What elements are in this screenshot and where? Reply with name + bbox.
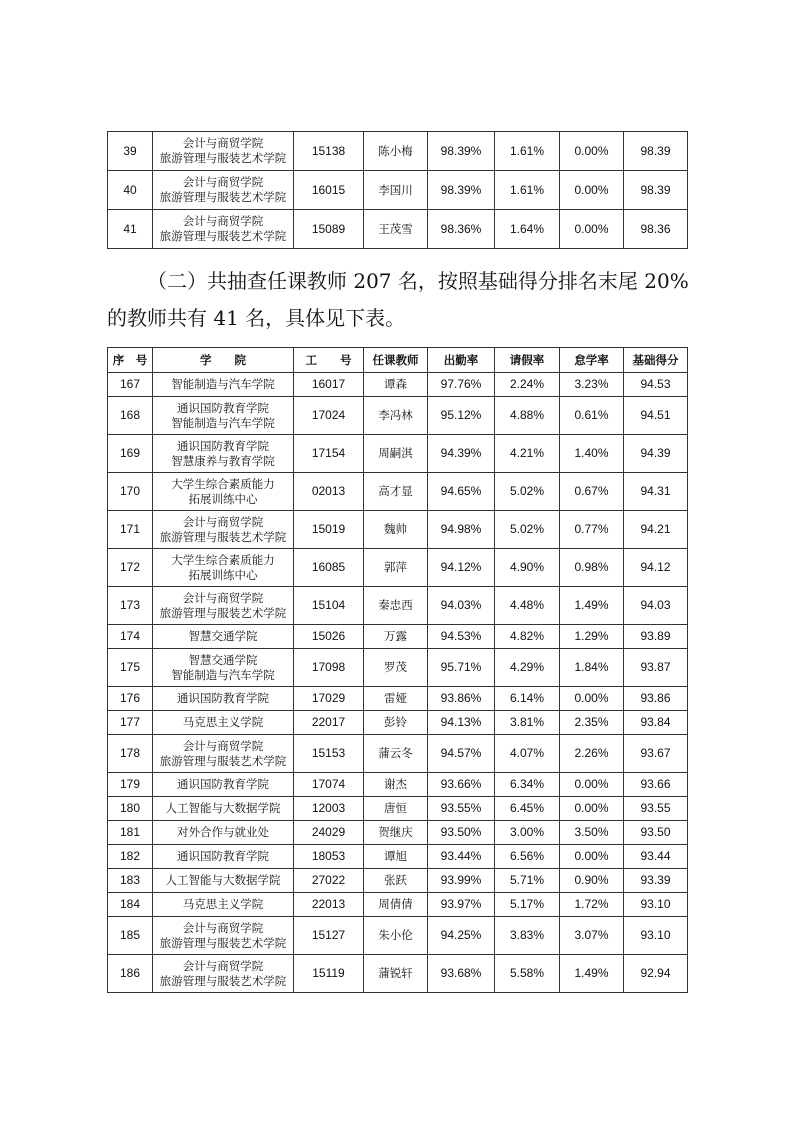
attendance-rate-cell: 93.97%	[428, 893, 495, 917]
attendance-rate-cell: 93.50%	[428, 821, 495, 845]
college-cell	[153, 435, 294, 473]
college-line-1: 会计与商贸学院	[182, 958, 264, 973]
base-score-cell: 98.36	[624, 210, 688, 249]
college-cell	[153, 735, 294, 773]
table-row	[108, 797, 688, 821]
college-cell	[153, 210, 294, 249]
base-score-cell: 93.89	[624, 625, 688, 649]
attendance-rate-cell: 95.12%	[428, 397, 495, 435]
header-id: 工 号	[294, 348, 364, 373]
table-row	[108, 735, 688, 773]
ranking-table-body	[108, 373, 688, 993]
base-score-cell: 93.39	[624, 869, 688, 893]
college-line-1: 大学生综合素质能力	[171, 476, 275, 491]
college-line-2: 智能制造与汽车学院	[171, 667, 275, 682]
summary-line-1: （二）共抽查任课教师 207 名，按照基础得分排名末尾 20%	[147, 269, 689, 293]
employee-id-cell: 17154	[294, 435, 364, 473]
employee-id-cell: 15104	[294, 587, 364, 625]
college-line-2: 拓展训练中心	[188, 567, 258, 582]
leave-rate-cell: 3.00%	[495, 821, 560, 845]
college-cell	[153, 511, 294, 549]
leave-rate-cell: 5.58%	[495, 955, 560, 993]
college-line-2: 拓展训练中心	[188, 491, 258, 506]
attendance-rate-cell: 93.66%	[428, 773, 495, 797]
college-line-2: 旅游管理与服装艺术学院	[159, 605, 287, 620]
teacher-cell: 李冯林	[364, 397, 428, 435]
college-line-1: 马克思主义学院	[182, 897, 264, 911]
employee-id-cell: 17024	[294, 397, 364, 435]
truancy-rate-cell: 0.77%	[560, 511, 624, 549]
top-table-body	[108, 132, 688, 249]
seq-cell: 178	[108, 735, 153, 773]
college-cell	[153, 869, 294, 893]
attendance-rate-cell: 94.13%	[428, 711, 495, 735]
seq-cell: 182	[108, 845, 153, 869]
leave-rate-cell: 3.83%	[495, 917, 560, 955]
teacher-cell: 贺继庆	[364, 821, 428, 845]
college-cell	[153, 549, 294, 587]
college-cell	[153, 893, 294, 917]
leave-rate-cell: 4.82%	[495, 625, 560, 649]
attendance-rate-cell: 93.55%	[428, 797, 495, 821]
college-cell	[153, 132, 294, 171]
college-cell	[153, 373, 294, 397]
college-line-1: 人工智能与大数据学院	[165, 801, 281, 815]
truancy-rate-cell: 0.90%	[560, 869, 624, 893]
employee-id-cell: 18053	[294, 845, 364, 869]
table-row	[108, 397, 688, 435]
attendance-rate-cell: 98.39%	[428, 171, 495, 210]
base-score-cell: 93.67	[624, 735, 688, 773]
college-cell	[153, 687, 294, 711]
leave-rate-cell: 6.56%	[495, 845, 560, 869]
truancy-rate-cell: 0.00%	[560, 845, 624, 869]
truancy-rate-cell: 0.98%	[560, 549, 624, 587]
attendance-rate-cell: 93.86%	[428, 687, 495, 711]
header-seq: 序 号	[108, 348, 153, 373]
employee-id-cell: 15138	[294, 132, 364, 171]
truancy-rate-cell: 2.26%	[560, 735, 624, 773]
table-row	[108, 649, 688, 687]
college-cell	[153, 397, 294, 435]
employee-id-cell: 15089	[294, 210, 364, 249]
base-score-cell: 93.84	[624, 711, 688, 735]
summary-line-2: 的教师共有 41 名，具体见下表。	[107, 306, 406, 330]
college-cell	[153, 711, 294, 735]
college-line-1: 对外合作与就业处	[177, 825, 269, 839]
truancy-rate-cell: 2.35%	[560, 711, 624, 735]
college-line-1: 会计与商贸学院	[182, 590, 264, 605]
truancy-rate-cell: 0.00%	[560, 171, 624, 210]
teacher-cell: 周倩倩	[364, 893, 428, 917]
teacher-cell: 高才显	[364, 473, 428, 511]
college-line-2: 旅游管理与服装艺术学院	[159, 973, 287, 988]
base-score-cell: 93.10	[624, 893, 688, 917]
ranking-table	[107, 347, 688, 993]
leave-rate-cell: 4.29%	[495, 649, 560, 687]
attendance-rate-cell: 98.39%	[428, 132, 495, 171]
leave-rate-cell: 4.07%	[495, 735, 560, 773]
attendance-rate-cell: 95.71%	[428, 649, 495, 687]
employee-id-cell: 17098	[294, 649, 364, 687]
seq-cell: 39	[108, 132, 153, 171]
college-line-2: 智能制造与汽车学院	[171, 415, 275, 430]
attendance-rate-cell: 93.68%	[428, 955, 495, 993]
college-line-2: 旅游管理与服装艺术学院	[159, 190, 287, 204]
base-score-cell: 93.86	[624, 687, 688, 711]
leave-rate-cell: 5.17%	[495, 893, 560, 917]
college-line-1: 人工智能与大数据学院	[165, 873, 281, 887]
table-row	[108, 773, 688, 797]
seq-cell: 181	[108, 821, 153, 845]
employee-id-cell: 02013	[294, 473, 364, 511]
teacher-cell: 周嗣淇	[364, 435, 428, 473]
college-line-1: 会计与商贸学院	[182, 175, 264, 189]
header-teacher: 任课教师	[364, 348, 428, 373]
employee-id-cell: 15119	[294, 955, 364, 993]
employee-id-cell: 22013	[294, 893, 364, 917]
truancy-rate-cell: 0.00%	[560, 210, 624, 249]
attendance-rate-cell: 94.98%	[428, 511, 495, 549]
leave-rate-cell: 6.14%	[495, 687, 560, 711]
base-score-cell: 94.53	[624, 373, 688, 397]
header-attendance: 出勤率	[428, 348, 495, 373]
college-cell	[153, 649, 294, 687]
attendance-rate-cell: 93.99%	[428, 869, 495, 893]
base-score-cell: 93.10	[624, 917, 688, 955]
seq-cell: 40	[108, 171, 153, 210]
table-row	[108, 845, 688, 869]
attendance-rate-cell: 93.44%	[428, 845, 495, 869]
top-table	[107, 131, 688, 249]
table-row	[108, 210, 688, 249]
attendance-rate-cell: 94.57%	[428, 735, 495, 773]
base-score-cell: 94.03	[624, 587, 688, 625]
college-line-2: 旅游管理与服装艺术学院	[159, 229, 287, 243]
teacher-cell: 李国川	[364, 171, 428, 210]
college-line-1: 智能制造与汽车学院	[171, 377, 275, 391]
seq-cell: 172	[108, 549, 153, 587]
leave-rate-cell: 3.81%	[495, 711, 560, 735]
base-score-cell: 94.31	[624, 473, 688, 511]
header-score: 基础得分	[624, 348, 688, 373]
employee-id-cell: 15026	[294, 625, 364, 649]
college-cell	[153, 587, 294, 625]
truancy-rate-cell: 3.50%	[560, 821, 624, 845]
college-cell	[153, 473, 294, 511]
seq-cell: 171	[108, 511, 153, 549]
table-row	[108, 893, 688, 917]
leave-rate-cell: 1.61%	[495, 132, 560, 171]
table-row	[108, 549, 688, 587]
attendance-rate-cell: 94.65%	[428, 473, 495, 511]
teacher-cell: 张跃	[364, 869, 428, 893]
teacher-cell: 陈小梅	[364, 132, 428, 171]
employee-id-cell: 12003	[294, 797, 364, 821]
teacher-cell: 雷娅	[364, 687, 428, 711]
table-row	[108, 473, 688, 511]
table-row	[108, 373, 688, 397]
header-college: 学 院	[153, 348, 294, 373]
employee-id-cell: 27022	[294, 869, 364, 893]
college-line-1: 大学生综合素质能力	[171, 552, 275, 567]
college-cell	[153, 171, 294, 210]
college-cell	[153, 773, 294, 797]
teacher-cell: 唐恒	[364, 797, 428, 821]
table-row	[108, 625, 688, 649]
teacher-cell: 蒲云冬	[364, 735, 428, 773]
table-row	[108, 869, 688, 893]
teacher-cell: 谢杰	[364, 773, 428, 797]
college-line-1: 会计与商贸学院	[182, 738, 264, 753]
truancy-rate-cell: 3.23%	[560, 373, 624, 397]
leave-rate-cell: 6.34%	[495, 773, 560, 797]
truancy-rate-cell: 1.40%	[560, 435, 624, 473]
employee-id-cell: 22017	[294, 711, 364, 735]
teacher-cell: 王茂雪	[364, 210, 428, 249]
college-line-1: 会计与商贸学院	[182, 214, 264, 228]
teacher-cell: 谭旭	[364, 845, 428, 869]
base-score-cell: 93.55	[624, 797, 688, 821]
leave-rate-cell: 6.45%	[495, 797, 560, 821]
teacher-cell: 蒲锐轩	[364, 955, 428, 993]
teacher-cell: 朱小伦	[364, 917, 428, 955]
truancy-rate-cell: 1.72%	[560, 893, 624, 917]
teacher-cell: 魏帅	[364, 511, 428, 549]
truancy-rate-cell: 1.49%	[560, 587, 624, 625]
college-line-1: 会计与商贸学院	[182, 136, 264, 150]
attendance-rate-cell: 98.36%	[428, 210, 495, 249]
truancy-rate-cell: 3.07%	[560, 917, 624, 955]
table-row	[108, 587, 688, 625]
seq-cell: 167	[108, 373, 153, 397]
truancy-rate-cell: 1.84%	[560, 649, 624, 687]
teacher-cell: 万露	[364, 625, 428, 649]
table-row	[108, 917, 688, 955]
employee-id-cell: 17029	[294, 687, 364, 711]
teacher-cell: 秦忠西	[364, 587, 428, 625]
employee-id-cell: 24029	[294, 821, 364, 845]
table-row	[108, 711, 688, 735]
employee-id-cell: 15127	[294, 917, 364, 955]
employee-id-cell: 15019	[294, 511, 364, 549]
header-leave: 请假率	[495, 348, 560, 373]
college-line-1: 智慧交通学院	[188, 652, 258, 667]
truancy-rate-cell: 0.00%	[560, 797, 624, 821]
truancy-rate-cell: 1.29%	[560, 625, 624, 649]
seq-cell: 175	[108, 649, 153, 687]
college-line-2: 旅游管理与服装艺术学院	[159, 529, 287, 544]
leave-rate-cell: 5.71%	[495, 869, 560, 893]
teacher-cell: 彭铃	[364, 711, 428, 735]
employee-id-cell: 16015	[294, 171, 364, 210]
employee-id-cell: 15153	[294, 735, 364, 773]
college-line-2: 旅游管理与服装艺术学院	[159, 151, 287, 165]
table-row	[108, 511, 688, 549]
seq-cell: 183	[108, 869, 153, 893]
leave-rate-cell: 4.88%	[495, 397, 560, 435]
table-row	[108, 955, 688, 993]
attendance-rate-cell: 97.76%	[428, 373, 495, 397]
seq-cell: 41	[108, 210, 153, 249]
seq-cell: 185	[108, 917, 153, 955]
college-line-1: 会计与商贸学院	[182, 920, 264, 935]
teacher-cell: 郭萍	[364, 549, 428, 587]
table-row	[108, 132, 688, 171]
base-score-cell: 98.39	[624, 132, 688, 171]
table-row	[108, 171, 688, 210]
seq-cell: 168	[108, 397, 153, 435]
table-row	[108, 821, 688, 845]
base-score-cell: 94.12	[624, 549, 688, 587]
employee-id-cell: 16017	[294, 373, 364, 397]
attendance-rate-cell: 94.39%	[428, 435, 495, 473]
base-score-cell: 93.44	[624, 845, 688, 869]
seq-cell: 186	[108, 955, 153, 993]
college-cell	[153, 797, 294, 821]
college-line-1: 通识国防教育学院	[177, 777, 269, 791]
seq-cell: 177	[108, 711, 153, 735]
base-score-cell: 94.39	[624, 435, 688, 473]
college-line-2: 旅游管理与服装艺术学院	[159, 753, 287, 768]
college-line-1: 马克思主义学院	[182, 715, 264, 729]
employee-id-cell: 16085	[294, 549, 364, 587]
leave-rate-cell: 4.48%	[495, 587, 560, 625]
truancy-rate-cell: 0.00%	[560, 773, 624, 797]
seq-cell: 174	[108, 625, 153, 649]
seq-cell: 176	[108, 687, 153, 711]
truancy-rate-cell: 0.67%	[560, 473, 624, 511]
seq-cell: 179	[108, 773, 153, 797]
leave-rate-cell: 5.02%	[495, 473, 560, 511]
truancy-rate-cell: 1.49%	[560, 955, 624, 993]
leave-rate-cell: 1.64%	[495, 210, 560, 249]
base-score-cell: 94.21	[624, 511, 688, 549]
college-cell	[153, 821, 294, 845]
college-line-2: 旅游管理与服装艺术学院	[159, 935, 287, 950]
college-line-1: 会计与商贸学院	[182, 514, 264, 529]
seq-cell: 170	[108, 473, 153, 511]
header-truancy: 怠学率	[560, 348, 624, 373]
leave-rate-cell: 2.24%	[495, 373, 560, 397]
base-score-cell: 98.39	[624, 171, 688, 210]
table-row	[108, 435, 688, 473]
college-line-2: 智慧康养与教育学院	[171, 453, 275, 468]
base-score-cell: 94.51	[624, 397, 688, 435]
seq-cell: 169	[108, 435, 153, 473]
seq-cell: 180	[108, 797, 153, 821]
seq-cell: 184	[108, 893, 153, 917]
table-header-row	[108, 348, 688, 373]
attendance-rate-cell: 94.25%	[428, 917, 495, 955]
teacher-cell: 罗茂	[364, 649, 428, 687]
college-cell	[153, 955, 294, 993]
attendance-rate-cell: 94.53%	[428, 625, 495, 649]
college-cell	[153, 625, 294, 649]
base-score-cell: 93.50	[624, 821, 688, 845]
truancy-rate-cell: 0.61%	[560, 397, 624, 435]
employee-id-cell: 17074	[294, 773, 364, 797]
college-line-1: 智慧交通学院	[188, 629, 258, 643]
leave-rate-cell: 5.02%	[495, 511, 560, 549]
leave-rate-cell: 4.21%	[495, 435, 560, 473]
attendance-rate-cell: 94.03%	[428, 587, 495, 625]
base-score-cell: 93.66	[624, 773, 688, 797]
college-cell	[153, 917, 294, 955]
college-line-1: 通识国防教育学院	[177, 691, 269, 705]
base-score-cell: 92.94	[624, 955, 688, 993]
college-line-1: 通识国防教育学院	[177, 438, 269, 453]
college-line-1: 通识国防教育学院	[177, 400, 269, 415]
leave-rate-cell: 1.61%	[495, 171, 560, 210]
college-line-1: 通识国防教育学院	[177, 849, 269, 863]
truancy-rate-cell: 0.00%	[560, 687, 624, 711]
seq-cell: 173	[108, 587, 153, 625]
table-row	[108, 687, 688, 711]
truancy-rate-cell: 0.00%	[560, 132, 624, 171]
base-score-cell: 93.87	[624, 649, 688, 687]
attendance-rate-cell: 94.12%	[428, 549, 495, 587]
summary-paragraph	[107, 263, 697, 337]
teacher-cell: 谭森	[364, 373, 428, 397]
leave-rate-cell: 4.90%	[495, 549, 560, 587]
college-cell	[153, 845, 294, 869]
